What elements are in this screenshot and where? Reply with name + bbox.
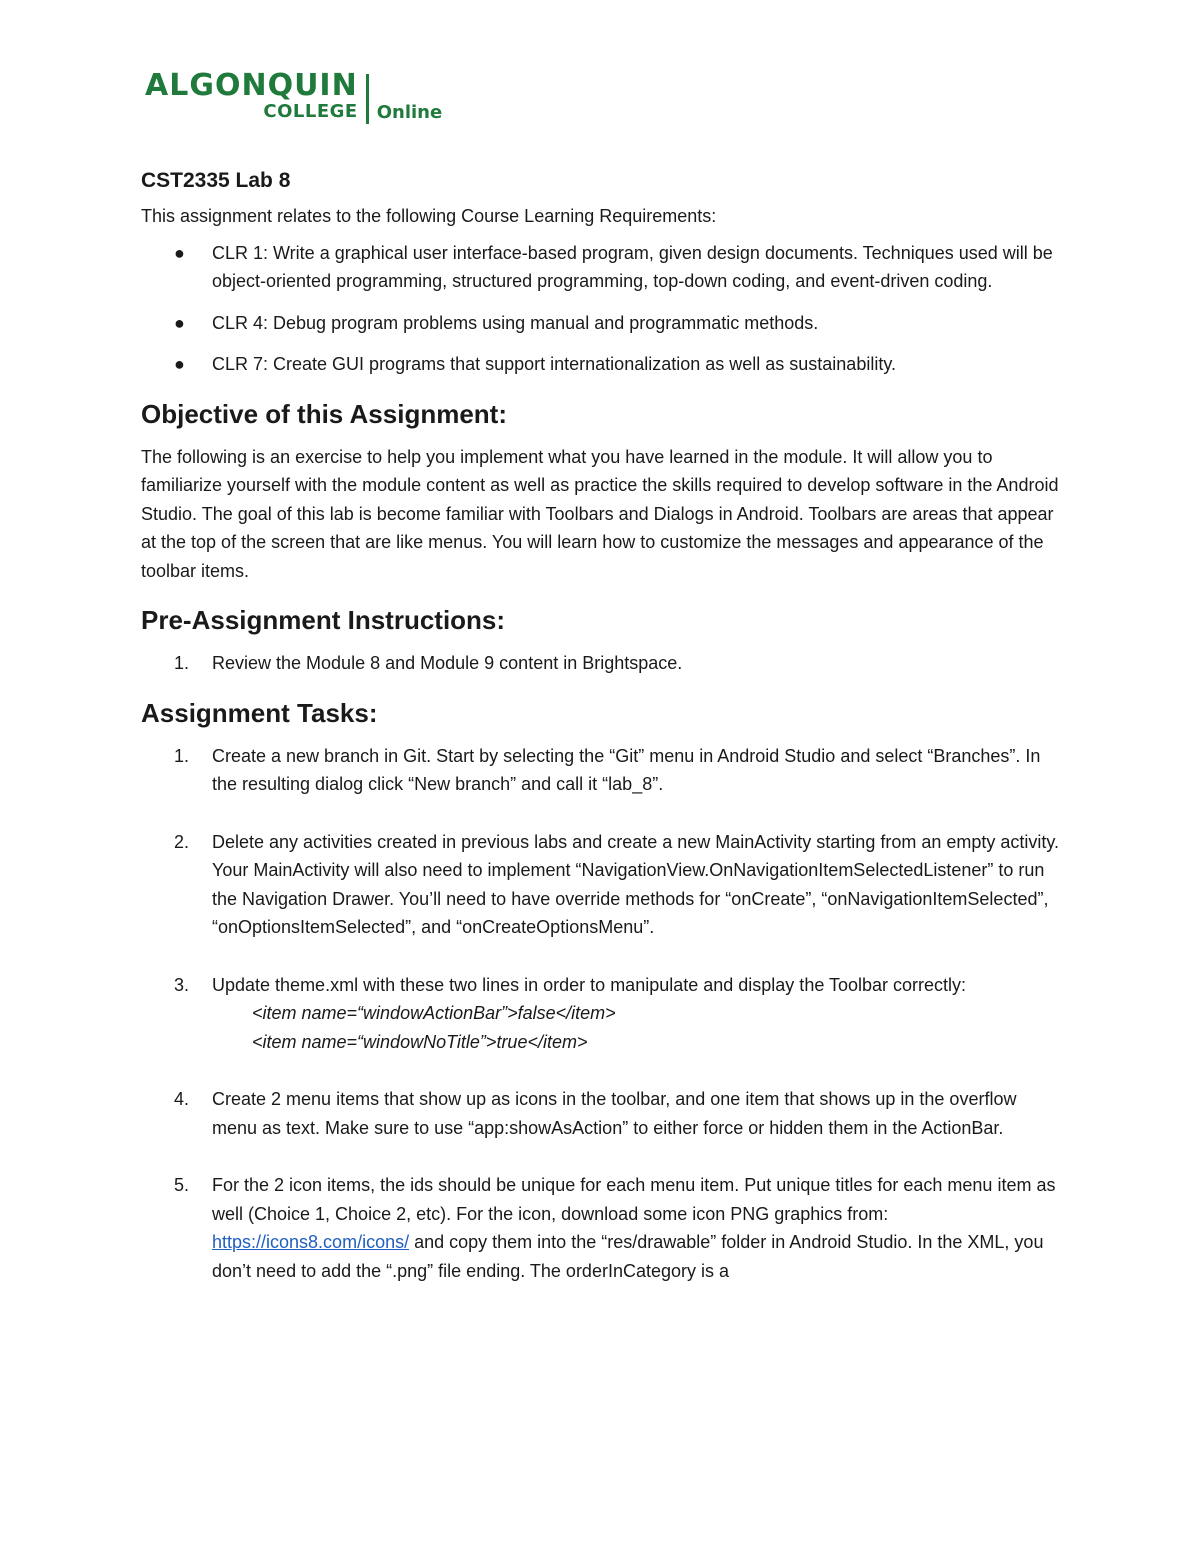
logo-divider [366, 74, 369, 124]
logo-wordmark [145, 70, 358, 122]
bullet-icon: ● [174, 242, 185, 263]
list-item [141, 649, 1061, 678]
tasks-list [141, 742, 1061, 1286]
item-number: 2. [174, 831, 190, 852]
item-text: Create a new branch in Git. Start by selecting the “Git” menu in Android Studio and select “Branches”. In the resulting dialog click “New branch” and call it “lab_8”. [212, 745, 1041, 794]
task-item [141, 971, 1061, 1057]
item-number: 4. [174, 1089, 190, 1109]
item-number: 5. [174, 1175, 190, 1195]
code-line: <item name=“windowNoTitle”>true</item> [252, 1031, 588, 1052]
item-number: 1. [174, 653, 190, 673]
intro-text: This assignment relates to the following Course Learning Requirements: [141, 206, 717, 226]
clr-item [141, 239, 1061, 296]
tasks-heading: Assignment Tasks: [141, 697, 378, 728]
item-text: Create 2 menu items that show up as icons in the toolbar, and one item that shows up in the overflow menu as text. Make sure to use “app:showAsAction” to either force or hidden them in the ActionBar. [212, 1089, 1017, 1138]
bullet-icon: ● [174, 354, 185, 374]
logo-word: ALGONQUIN [145, 68, 358, 103]
item-text: For the 2 icon items, the ids should be unique for each menu item. Put unique titles for each menu item as well (Choice 1, Choice 2, etc). For the icon, download some icon PNG graphics from: [212, 1175, 1056, 1224]
clr-list [141, 239, 1061, 379]
task-item [141, 828, 1061, 942]
clr-item [141, 350, 1061, 379]
pre-assignment-heading: Pre-Assignment Instructions: [141, 605, 506, 635]
item-number: 1. [174, 745, 190, 766]
task-item [141, 1171, 1061, 1285]
code-line: <item name=“windowActionBar”>false</item> [252, 1003, 616, 1023]
icons8-link[interactable]: https://icons8.com/icons/ [212, 1232, 410, 1252]
clr-text: CLR 4: Debug program problems using manual and programmatic methods. [212, 312, 819, 333]
document-content [141, 166, 1061, 1314]
clr-text: CLR 1: Write a graphical user interface-based program, given design documents. Techniques used will be object-oriented programming, structured programming, top-down coding, and event-driven coding. [212, 242, 1053, 291]
clr-text: CLR 7: Create GUI programs that support internationalization as well as sustainability. [212, 354, 896, 374]
pre-assignment-list [141, 649, 1061, 678]
college-logo [145, 70, 442, 130]
document-title: CST2335 Lab 8 [141, 169, 291, 192]
item-text: Update theme.xml with these two lines in order to manipulate and display the Toolbar correctly: [212, 974, 967, 995]
item-number: 3. [174, 974, 190, 995]
logo-sub: COLLEGE [263, 101, 358, 122]
item-text: Review the Module 8 and Module 9 content in Brightspace. [212, 653, 683, 673]
item-text: Delete any activities created in previous labs and create a new MainActivity starting from an empty activity. Your MainActivity will also need to implement “NavigationView.OnNavigationItemSelectedListener” to run the Navigation Drawer. You’ll need to have override methods for “onCreate”, “onNavigationItemSelected”, “onOptionsItemSelected”, and “onCreateOptionsMenu”. [212, 831, 1060, 937]
clr-item [141, 309, 1061, 338]
task-item [141, 1085, 1061, 1142]
objective-heading: Objective of this Assignment: [141, 398, 507, 429]
logo-online: Online [376, 102, 443, 123]
objective-text: The following is an exercise to help you implement what you have learned in the module. It will allow you to familiarize yourself with the module content as well as practice the skills required to develop software in the Android Studio. The goal of this lab is become familiar with Toolbars and Dialogs in Android. Toolbars are areas that appear at the top of the screen that are like menus. You will learn how to customize the messages and appearance of the toolbar items. [141, 446, 1059, 581]
item-text: and copy them into the “res/drawable” folder in Android Studio. In the XML, you don’t need to add the “.png” file ending. The orderInCategory is a [212, 1232, 1044, 1281]
bullet-icon: ● [174, 312, 185, 333]
task-item [141, 742, 1061, 799]
